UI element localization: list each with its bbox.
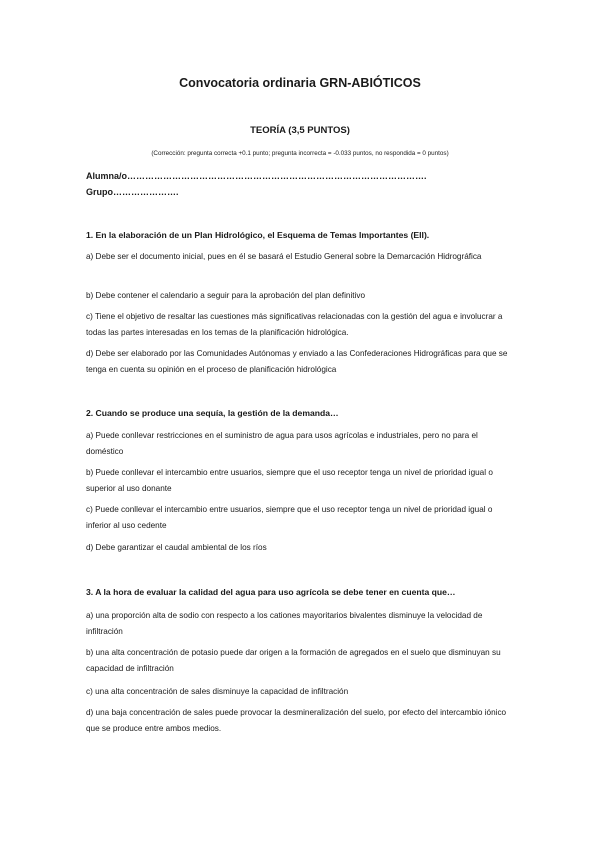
question-2-title: 2. Cuando se produce una sequía, la gestión de la demanda… bbox=[86, 408, 339, 418]
question-3-option-c: c) una alta concentración de sales disminuye la capacidad de infiltración bbox=[86, 687, 349, 696]
question-2-option-b: b) Puede conllevar el intercambio entre usuarios, siempre que el uso receptor tenga un nivel de prioridad igual o superior al uso donante bbox=[86, 468, 493, 493]
question-1-option-d: d) Debe ser elaborado por las Comunidades Autónomas y enviado a las Confederaciones Hidrográficas para que se tenga en cuenta su opinión en el proceso de planificación hidrológica bbox=[86, 349, 508, 374]
student-name-field: Alumna/o………………………………………………………………………………………. bbox=[86, 171, 427, 181]
question-3-title: 3. A la hora de evaluar la calidad del agua para uso agrícola se debe tener en cuenta que… bbox=[86, 587, 456, 597]
question-3-option-d: d) una baja concentración de sales puede provocar la desmineralización del suelo, por efecto del intercambio iónico que se produce entre ambos medios. bbox=[86, 708, 507, 733]
exam-title: Convocatoria ordinaria GRN-ABIÓTICOS bbox=[179, 76, 421, 90]
scoring-note: (Corrección: pregunta correcta +0.1 punto; pregunta incorrecta = -0.033 puntos, no respondida = 0 puntos) bbox=[151, 150, 449, 157]
question-2-option-c: c) Puede conllevar el intercambio entre usuarios, siempre que el uso receptor tenga un nivel de prioridad igual o inferior al uso cedente bbox=[86, 505, 493, 530]
question-2-option-a: a) Puede conllevar restricciones en el suministro de agua para usos agrícolas e industriales, pero no para el doméstico bbox=[86, 431, 478, 456]
group-field: Grupo…………………. bbox=[86, 187, 179, 197]
question-3-option-b: b) una alta concentración de potasio puede dar origen a la formación de agregados en el suelo que disminuyan su capacidad de infiltración bbox=[86, 648, 501, 673]
question-3-option-a: a) una proporción alta de sodio con respecto a los cationes mayoritarios bivalentes disminuye la velocidad de infiltración bbox=[86, 611, 483, 636]
question-1-option-c: c) Tiene el objetivo de resaltar las cuestiones más significativas relacionadas con la gestión del agua e involucrar a todas las partes interesadas en los temas de la planificación hidrológica. bbox=[86, 312, 503, 337]
question-2-option-d: d) Debe garantizar el caudal ambiental de los ríos bbox=[86, 543, 267, 552]
question-1-option-b: b) Debe contener el calendario a seguir para la aprobación del plan definitivo bbox=[86, 291, 366, 300]
question-1-title: 1. En la elaboración de un Plan Hidrológico, el Esquema de Temas Importantes (EII). bbox=[86, 230, 430, 240]
section-title: TEORÍA (3,5 PUNTOS) bbox=[250, 125, 350, 136]
question-1-option-a: a) Debe ser el documento inicial, pues en él se basará el Estudio General sobre la Demarcación Hidrográfica bbox=[86, 252, 482, 261]
